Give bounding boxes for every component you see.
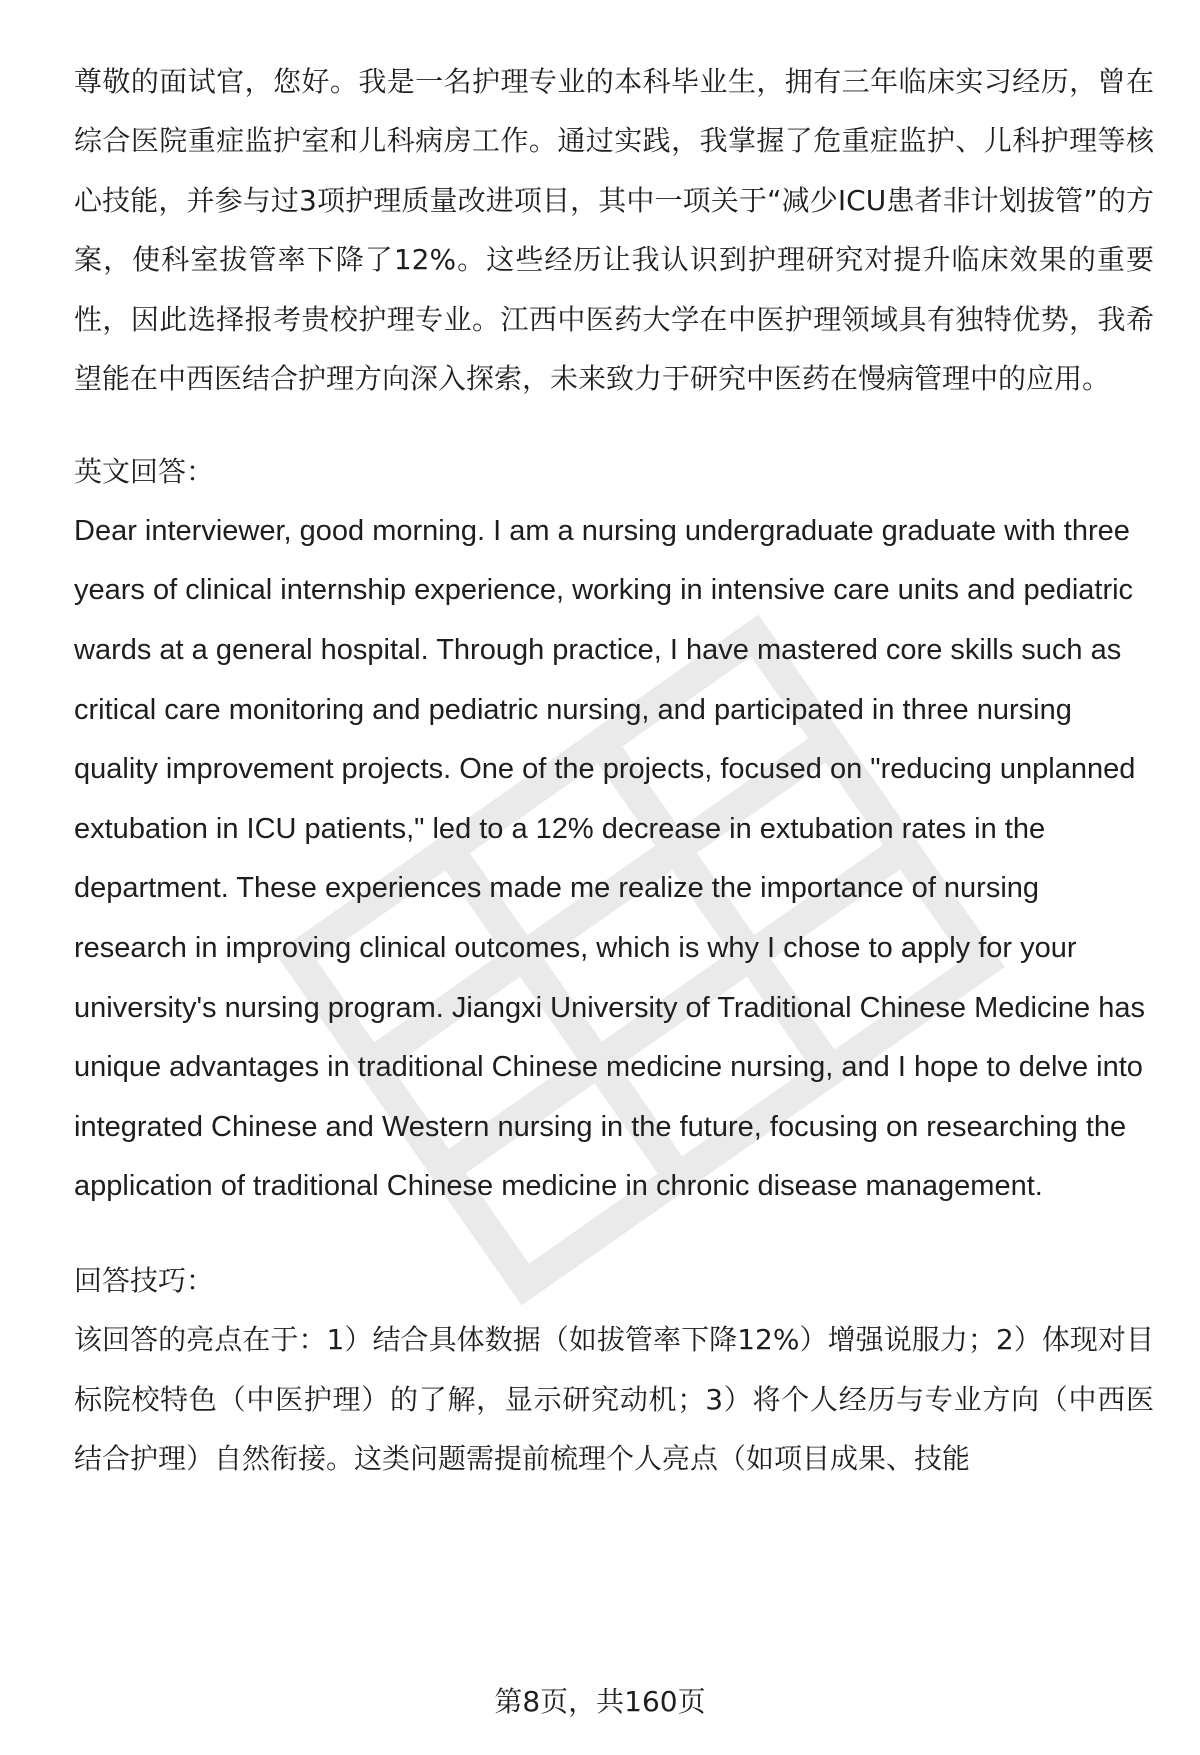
intro-paragraph-zh: 尊敬的面试官，您好。我是一名护理专业的本科毕业生，拥有三年临床实习经历，曾在综合医院重症监护室和儿科病房工作。通过实践，我掌握了危重症监护、儿科护理等核心技能，并参与过3项护理质量改进项目，其中一项关于“减少ICU患者非计划拔管”的方案，使科室拔管率下降了12%。这些经历让我认识到护理研究对提升临床效果的重要性，因此选择报考贵校护理专业。江西中医药大学在中医护理领域具有独特优势，我希望能在中西医结合护理方向深入探索，未来致力于研究中医药在慢病管理中的应用。 bbox=[74, 65, 1154, 396]
answer-tips-heading: 回答技巧： bbox=[74, 1263, 215, 1297]
english-answer-paragraph: Dear interviewer, good morning. I am a nursing undergraduate graduate with three years of clinical internship experience, working in intensive care units and pediatric wards at a general hospital. Through practice, I have mastered core skills such as critical care monitoring and pediatric nursing, and participated in three nursing quality improvement projects. One of the projects, focused on "reducing unplanned extubation in ICU patients," led to a 12% decrease in extubation rates in the department. These experiences made me realize the importance of nursing research in improving clinical outcomes, which is why I chose to apply for your university's nursing program. Jiangxi University of Traditional Chinese Medicine has unique advantages in traditional Chinese medicine nursing, and I hope to delve into integrated Chinese and Western nursing in the future, focusing on researching the application of traditional Chinese medicine in chronic disease management. bbox=[74, 514, 1145, 1203]
english-answer-heading: 英文回答： bbox=[74, 455, 215, 489]
document-body bbox=[74, 52, 1154, 1489]
answer-tips-paragraph: 该回答的亮点在于：1）结合具体数据（如拔管率下降12%）增强说服力；2）体现对目标院校特色（中医护理）的了解，显示研究动机；3）将个人经历与专业方向（中西医结合护理）自然衔接。这类问题需提前梳理个人亮点（如项目成果、技能 bbox=[74, 1323, 1154, 1476]
page-number: 第8页，共160页 bbox=[494, 1685, 706, 1718]
